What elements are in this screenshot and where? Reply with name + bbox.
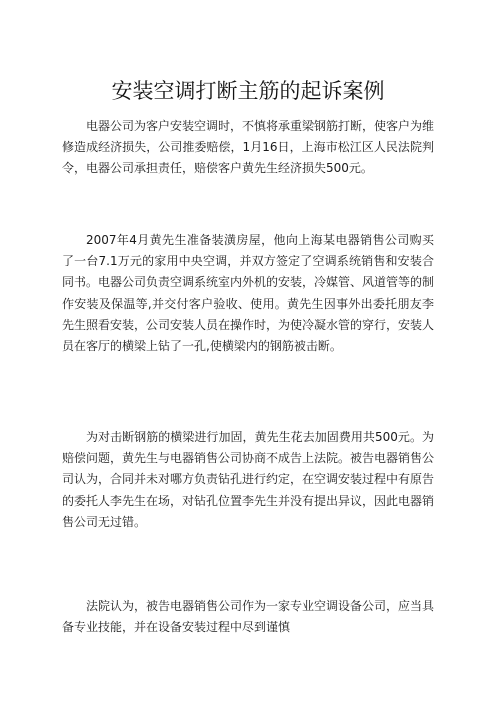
- paragraph-4: 法院认为，被告电器销售公司作为一家专业空调设备公司，应当具备专业技能，并在设备安装过程中尽到谨慎: [62, 599, 435, 635]
- paragraph-1: 电器公司为客户安装空调时，不慎将承重梁钢筋打断，使客户为维修造成经济损失，公司推委赔偿，1月16日，上海市松江区人民法院判令，电器公司承担责任，赔偿客户黄先生经济损失500元。: [62, 119, 435, 176]
- paragraph-2: 2007年4月黄先生准备装潢房屋，他向上海某电器销售公司购买了一台7.1万元的家用中央空调，并双方签定了空调系统销售和安装合同书。电器公司负责空调系统室内外机的安装，冷媒管、风道管等的制作安装及保温等,并交付客户验收、使用。黄先生因事外出委托朋友李先生照看安装，公司安装人员在操作时，为使冷凝水管的穿行，安装人员在客厅的横梁上钻了一孔,使横梁内的钢筋被击断。: [62, 233, 435, 354]
- paragraph-3: 为对击断钢筋的横梁进行加固，黄先生花去加固费用共500元。为赔偿问题，黄先生与电器销售公司协商不成告上法院。被告电器销售公司认为，合同并未对哪方负责钻孔进行约定，在空调安装过程中有原告的委托人李先生在场，对钻孔位置李先生并没有提出异议，因此电器销售公司无过错。: [62, 430, 435, 529]
- document-title: 安装空调打断主筋的起诉案例: [111, 79, 385, 103]
